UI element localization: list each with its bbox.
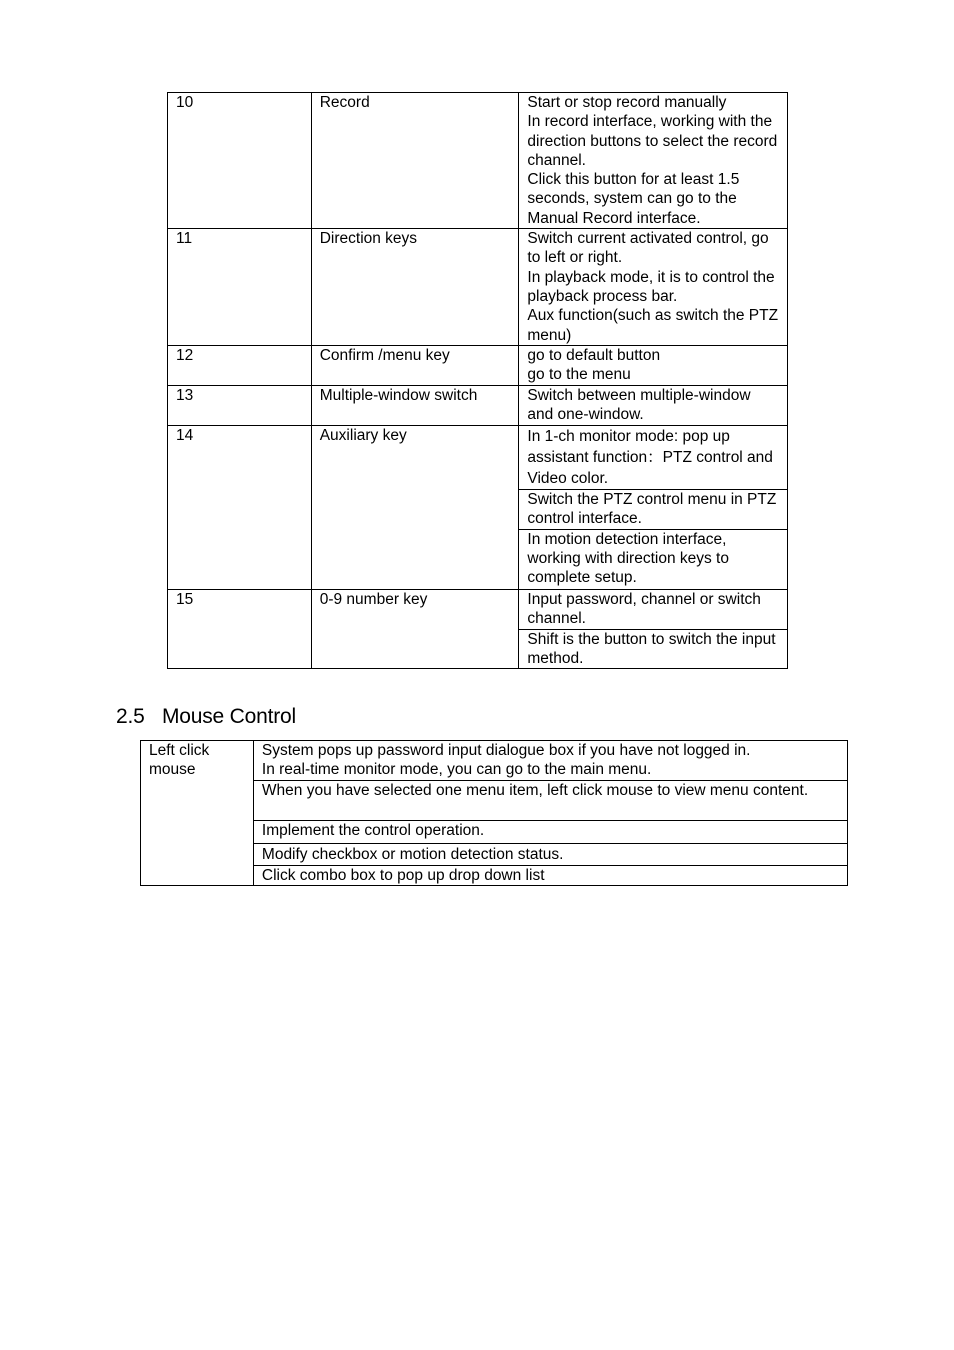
mouse-control-table [140,740,848,886]
table-row [168,346,788,386]
table-row [168,229,788,346]
key-name: Record [311,93,519,229]
key-description: Switch current activated control, go to left or right. In playback mode, it is to control the playback process bar. Aux function(such as switch the PTZ menu) [519,229,788,346]
mouse-description: System pops up password input dialogue box if you have not logged in. In real-time monitor mode, you can go to the main menu. [253,741,847,781]
key-description: Start or stop record manually In record interface, working with the direction buttons to select the record channel. Click this button for at least 1.5 seconds, system can go to the Manual Record interface. [519,93,788,229]
table-row [141,741,848,781]
key-number: 11 [168,229,312,346]
mouse-description: Implement the control operation. [253,821,847,844]
key-description: Switch between multiple-window and one-window. [519,386,788,426]
key-description: In motion detection interface, working with direction keys to complete setup. [519,529,788,589]
key-number: 15 [168,589,312,669]
section-number: 2.5 [116,705,145,728]
key-description: Input password, channel or switch channel. [519,589,788,629]
section-title: Mouse Control [162,705,296,728]
mouse-action: Left click mouse [141,741,254,886]
key-description: Switch the PTZ control menu in PTZ control interface. [519,490,788,530]
table-row [168,426,788,490]
key-description: In 1-ch monitor mode: pop up assistant function：PTZ control and Video color. [519,426,788,490]
key-name: Direction keys [311,229,519,346]
key-description: go to default button go to the menu [519,346,788,386]
mouse-description: Modify checkbox or motion detection status. [253,844,847,866]
section-heading [116,703,296,731]
key-description: Shift is the button to switch the input method. [519,629,788,669]
key-function-table [167,92,788,669]
table-row [168,386,788,426]
table-row [168,93,788,229]
mouse-description: Click combo box to pop up drop down list [253,866,847,886]
key-number: 13 [168,386,312,426]
table-row [168,589,788,629]
key-name: Multiple-window switch [311,386,519,426]
key-name: Auxiliary key [311,426,519,590]
key-name: Confirm /menu key [311,346,519,386]
key-number: 12 [168,346,312,386]
key-number: 10 [168,93,312,229]
key-number: 14 [168,426,312,590]
key-name: 0-9 number key [311,589,519,669]
mouse-description: When you have selected one menu item, left click mouse to view menu content. [253,781,847,821]
